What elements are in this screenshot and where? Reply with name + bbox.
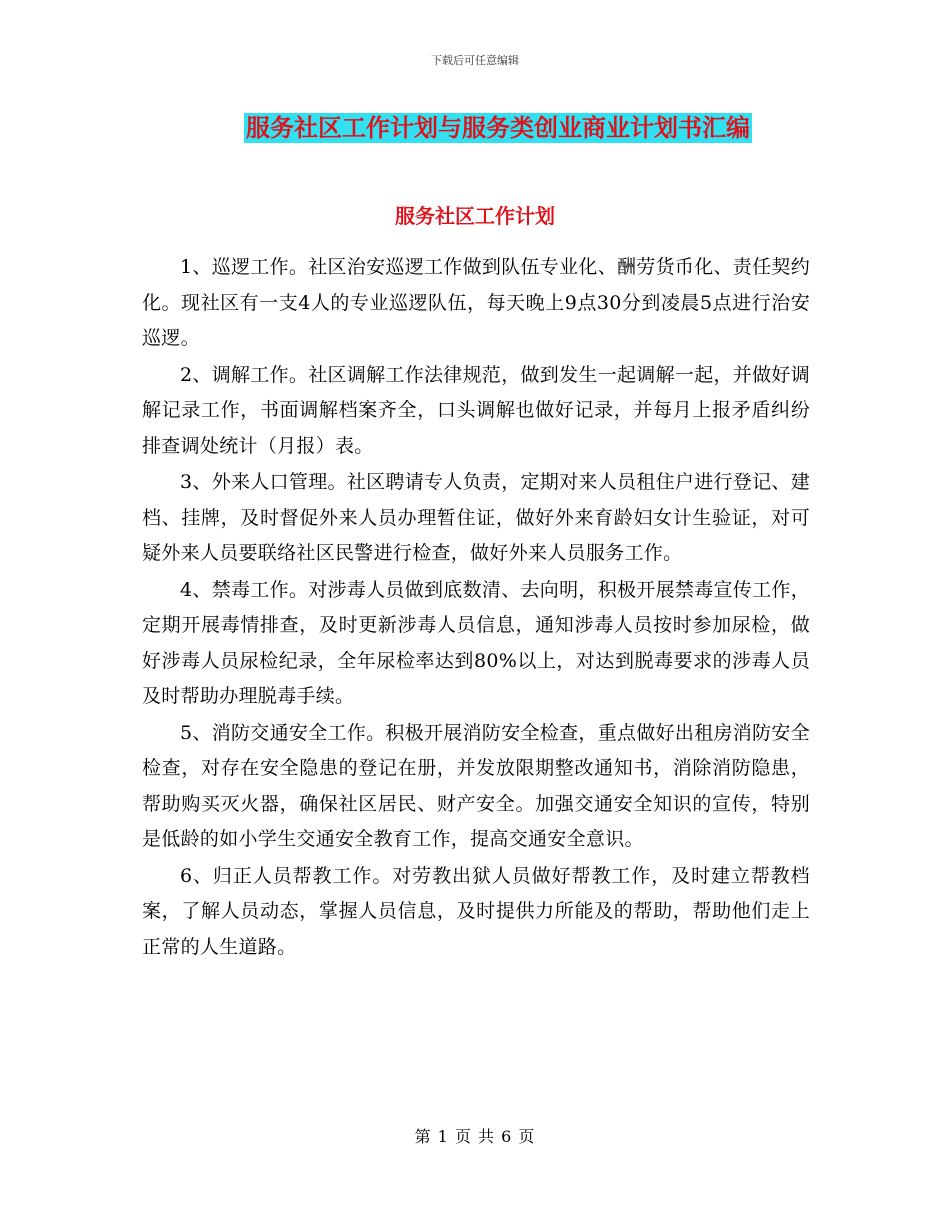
paragraph-fire-traffic-safety: 5、消防交通安全工作。积极开展消防安全检查，重点做好出租房消防安全检查，对存在安全隐患的登记在册，并发放限期整改通知书，消除消防隐患，帮助购买灭火器，确保社区居民、财产安全。加强交通安全知识的宣传，特别是低龄的如小学生交通安全教育工作，提高交通安全意识。 (142, 721, 810, 850)
section-title: 服务社区工作计划 (395, 204, 555, 228)
paragraph-mediation: 2、调解工作。社区调解工作法律规范，做到发生一起调解一起，并做好调解记录工作，书面调解档案齐全，口头调解也做好记录，并每月上报矛盾纠纷排查调处统计（月报）表。 (142, 363, 810, 457)
page-footer: 第 1 页 共 6 页 (414, 1127, 536, 1146)
paragraph-anti-drug: 4、禁毒工作。对涉毒人员做到底数清、去向明，积极开展禁毒宣传工作，定期开展毒情排查，及时更新涉毒人员信息，通知涉毒人员按时参加尿检，做好涉毒人员尿检纪录，全年尿检率达到80%以上，对达到脱毒要求的涉毒人员及时帮助办理脱毒手续。 (142, 578, 810, 707)
document-title-container (0, 113, 950, 143)
document-title: 服务社区工作计划与服务类创业商业计划书汇编 (246, 114, 750, 142)
paragraph-patrol: 1、巡逻工作。社区治安巡逻工作做到队伍专业化、酬劳货币化、责任契约化。现社区有一支4人的专业巡逻队伍，每天晚上9点30分到凌晨5点进行治安巡逻。 (142, 256, 810, 349)
paragraph-migrant-management: 3、外来人口管理。社区聘请专人负责，定期对来人员租住户进行登记、建档、挂牌，及时督促外来人员办理暂住证，做好外来育龄妇女计生验证，对可疑外来人员要联络社区民警进行检查，做好外来人员服务工作。 (142, 471, 810, 564)
header-note: 下载后可任意编辑 (431, 54, 519, 67)
body-text (142, 250, 810, 966)
paragraph-rehabilitation: 6、归正人员帮教工作。对劳教出狱人员做好帮教工作，及时建立帮教档案，了解人员动态，掌握人员信息，及时提供力所能及的帮助，帮助他们走上正常的人生道路。 (142, 864, 810, 958)
